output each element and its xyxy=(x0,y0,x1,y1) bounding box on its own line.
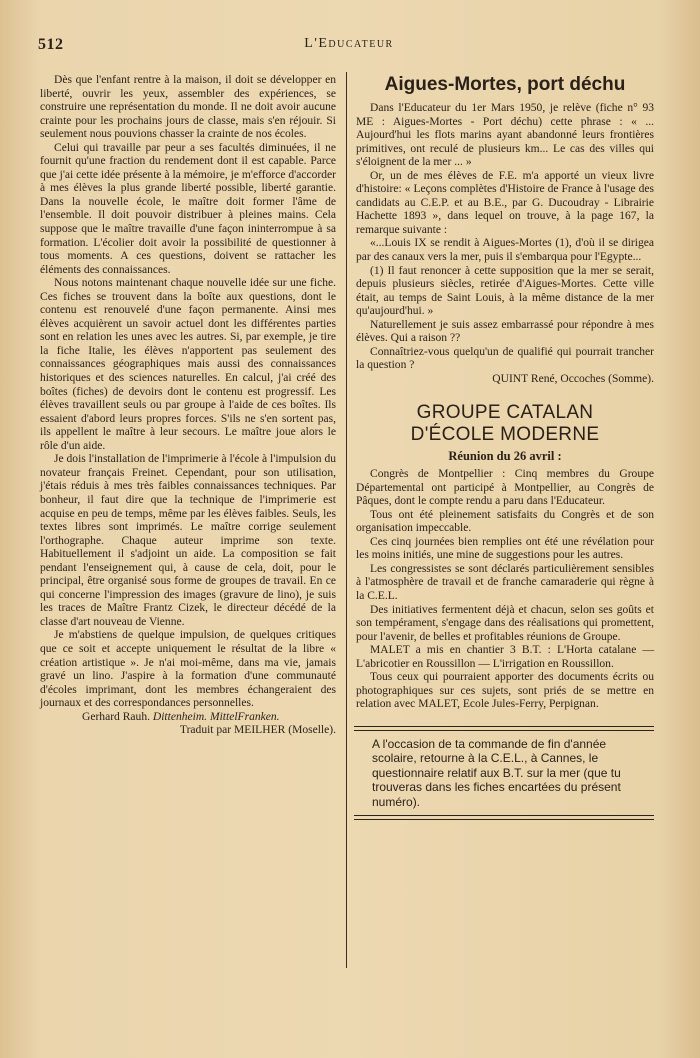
box-bottom-rule xyxy=(354,815,654,820)
author-place: Dittenheim. MittelFranken. xyxy=(152,710,280,723)
spacer xyxy=(356,386,654,402)
article-signature: QUINT René, Occoches (Somme). xyxy=(492,372,654,385)
article-paragraph: Connaîtriez-vous quelqu'un de qualifié qui pourrait trancher la question ? xyxy=(356,345,654,372)
article-paragraph: Nous notons maintenant chaque nouvelle idée sur une fiche. Ces fiches se trouvent dans la boîte aux questions, dont le contenu est renouvelé d'une façon permanente. Ainsi mes élèves acquièrent un savoir actuel dont les différentes parties sont en relation les unes avec les autres. Si, par exemple, je tire la fiche Italie, les élèves n'apportent pas seulement des connaissances géographiques mais aussi des connaissances historiques et des sciences naturelles. En calcul, j'ai créé des boîtes (fiches) de devoirs dont le contenu est progressif. Les élèves travaillent seuls ou par groupe à l'aide de ces boîtes. Ils essaient d'abord leurs propres forces. S'ils ne s'en sortent pas, ils appellent le maître à leur secours. Le maître joue alors le rôle d'un aide. xyxy=(40,277,336,452)
article-paragraph: Celui qui travaille par peur a ses facultés diminuées, il ne fournit qu'une fraction du rendement dont il est capable. Parce que j'ai cette idée présente à la mémoire, je m'efforce d'accorder à mes élèves la plus grande liberté possible, liberté garantie. Dans la nouvelle école, le maître doit former l'âme de l'ensemble. Il doit pouvoir distribuer à pleines mains. Cela suppose que le maître travaille d'une façon ininterrompue à sa formation. L'écolier doit avoir la possibilité de questionner à tous moments. A ces questions, doivent se rattacher les éléments des connaissances. xyxy=(40,141,336,276)
translator-credit: Traduit par MEILHER (Moselle). xyxy=(179,724,336,737)
running-title: L'Educateur xyxy=(304,36,394,51)
article-paragraph: Les congressistes se sont déclarés particulièrement sensibles à l'atmosphère de travail et de franche camaraderie qui règne à la C.E.L. xyxy=(356,562,654,602)
section-title: D'ÉCOLE MODERNE xyxy=(410,424,600,446)
page-number: 512 xyxy=(38,36,64,53)
page-header xyxy=(38,36,660,58)
article-paragraph: Des initiatives fermentent déjà et chacun, selon ses goûts et son tempérament, s'engage dans des réalisations qui promettent, pour l'avenir, de belles et profitables réunions de Groupe. xyxy=(356,603,654,643)
notice-box: A l'occasion de ta commande de fin d'année scolaire, retourne à la C.E.L., à Cannes, le questionnaire relatif aux B.T. sur la mer (que tu trouveras dans les fiches encartées du présent numéro). xyxy=(372,736,621,809)
article-paragraph: Naturellement je suis assez embarrassé pour répondre à mes élèves. Qui a raison ?? xyxy=(356,318,654,345)
quote-paragraph: «...Louis IX se rendit à Aigues-Mortes (1), d'où il se dirigea par des canaux vers la mer, puis il s'embarqua pour l'Egypte... xyxy=(356,237,654,264)
article-title: Aigues-Mortes, port déchu xyxy=(384,74,626,95)
article-paragraph: Congrès de Montpellier : Cinq membres du Groupe Départemental ont participé à Montpellier, au Congrès de Pâques, dont le compte rendu a paru dans l'Educateur. xyxy=(356,468,654,508)
article-paragraph: Dans l'Educateur du 1er Mars 1950, je relève (fiche n° 93 ME : Aigues-Mortes - Port déchu) cette phrase : « ... Aujourd'hui les flots marins ayant abandonné leurs frontières primitives, ont reculé de plusieurs km... Le cas des villes qui s'éloignent de la mer ... » xyxy=(356,102,654,169)
article-paragraph: Tous ont été pleinement satisfaits du Congrès et de son organisation impeccable. xyxy=(356,508,654,535)
article-paragraph: Ces cinq journées bien remplies ont été une révélation pour les moins initiés, une mine de suggestions pour les autres. xyxy=(356,535,654,562)
author-name: Gerhard Rauh. xyxy=(82,710,150,723)
quote-paragraph: (1) Il faut renoncer à cette supposition que la mer se serait, depuis plusieurs siècles, retirée d'Aigues-Mortes. Cette ville était, au temps de Saint Louis, à la même distance de la mer qu'aujourd'hui. » xyxy=(356,264,654,318)
section-title: GROUPE CATALAN xyxy=(416,402,594,424)
left-column xyxy=(40,74,336,738)
right-column xyxy=(356,74,654,820)
article-paragraph: Tous ceux qui pourraient apporter des documents écrits ou photographiques sur ces sujets, sont priés de se mettre en relation avec MALET, Ecole Jules-Ferry, Perpignan. xyxy=(356,671,654,711)
author-signature xyxy=(40,711,336,725)
article-paragraph: Je m'abstiens de quelque impulsion, de quelques critiques que ce soit et accepte uniquement le résultat de la libre « création artistique ». Je n'ai moi-même, dans ma vie, jamais gravé un lino. J'aspire à la formation d'une communauté d'écoles imprimant, dont les membres échangeraient des journaux et des correspondances personnelles. xyxy=(40,629,336,710)
article-paragraph: Je dois l'installation de l'imprimerie à l'école à l'impulsion du novateur français Freinet. Cependant, pour son utilisation, j'étais réduis à mes très faibles connaissances techniques. Par bonheur, il faut dire que la technique de l'imprimerie est acquise en peu de temps, même par les élèves faibles. Seuls, les textes libres sont imprimés. Le maître corrige seulement l'orthographe. Chaque auteur imprime son texte. Habituellement il s'adjoint un aide. La composition se fait pendant l'enseignement qui, à cause de cela, doit, pour le principal, être organisé sous forme de groupes de travail. En ce qui concerne l'impression des images (gravure de lino), je suis les traces de Maître Frantz Cizek, le directeur décédé de la classe d'art nouveau de Vienne. xyxy=(40,453,336,628)
spacer xyxy=(356,712,654,726)
article-paragraph: MALET a mis en chantier 3 B.T. : L'Horta catalane — L'abricotier en Roussillon — L'irrigation en Roussillon. xyxy=(356,644,654,670)
meeting-date: Réunion du 26 avril : xyxy=(448,449,562,464)
article-paragraph: Dès que l'enfant rentre à la maison, il doit se développer en liberté, ouvrir les yeux, assembler des expériences, se construire une représentation du monde. Il ne doit avoir aucune crainte pour les prochains jours de classe, mais s'en réjouir. Si seulement nous pouvions chasser la crainte de nos écoles. xyxy=(40,74,336,141)
column-divider xyxy=(346,72,347,968)
article-paragraph: Or, un de mes élèves de F.E. m'a apporté un vieux livre d'histoire: « Leçons complètes d'Histoire de France à l'usage des candidats au C.E.P. et au B.E., par G. Ducoudray - Librairie Hachette 1893 », dans lequel on trouve, à la page 167, la remarque suivante : xyxy=(356,169,654,236)
